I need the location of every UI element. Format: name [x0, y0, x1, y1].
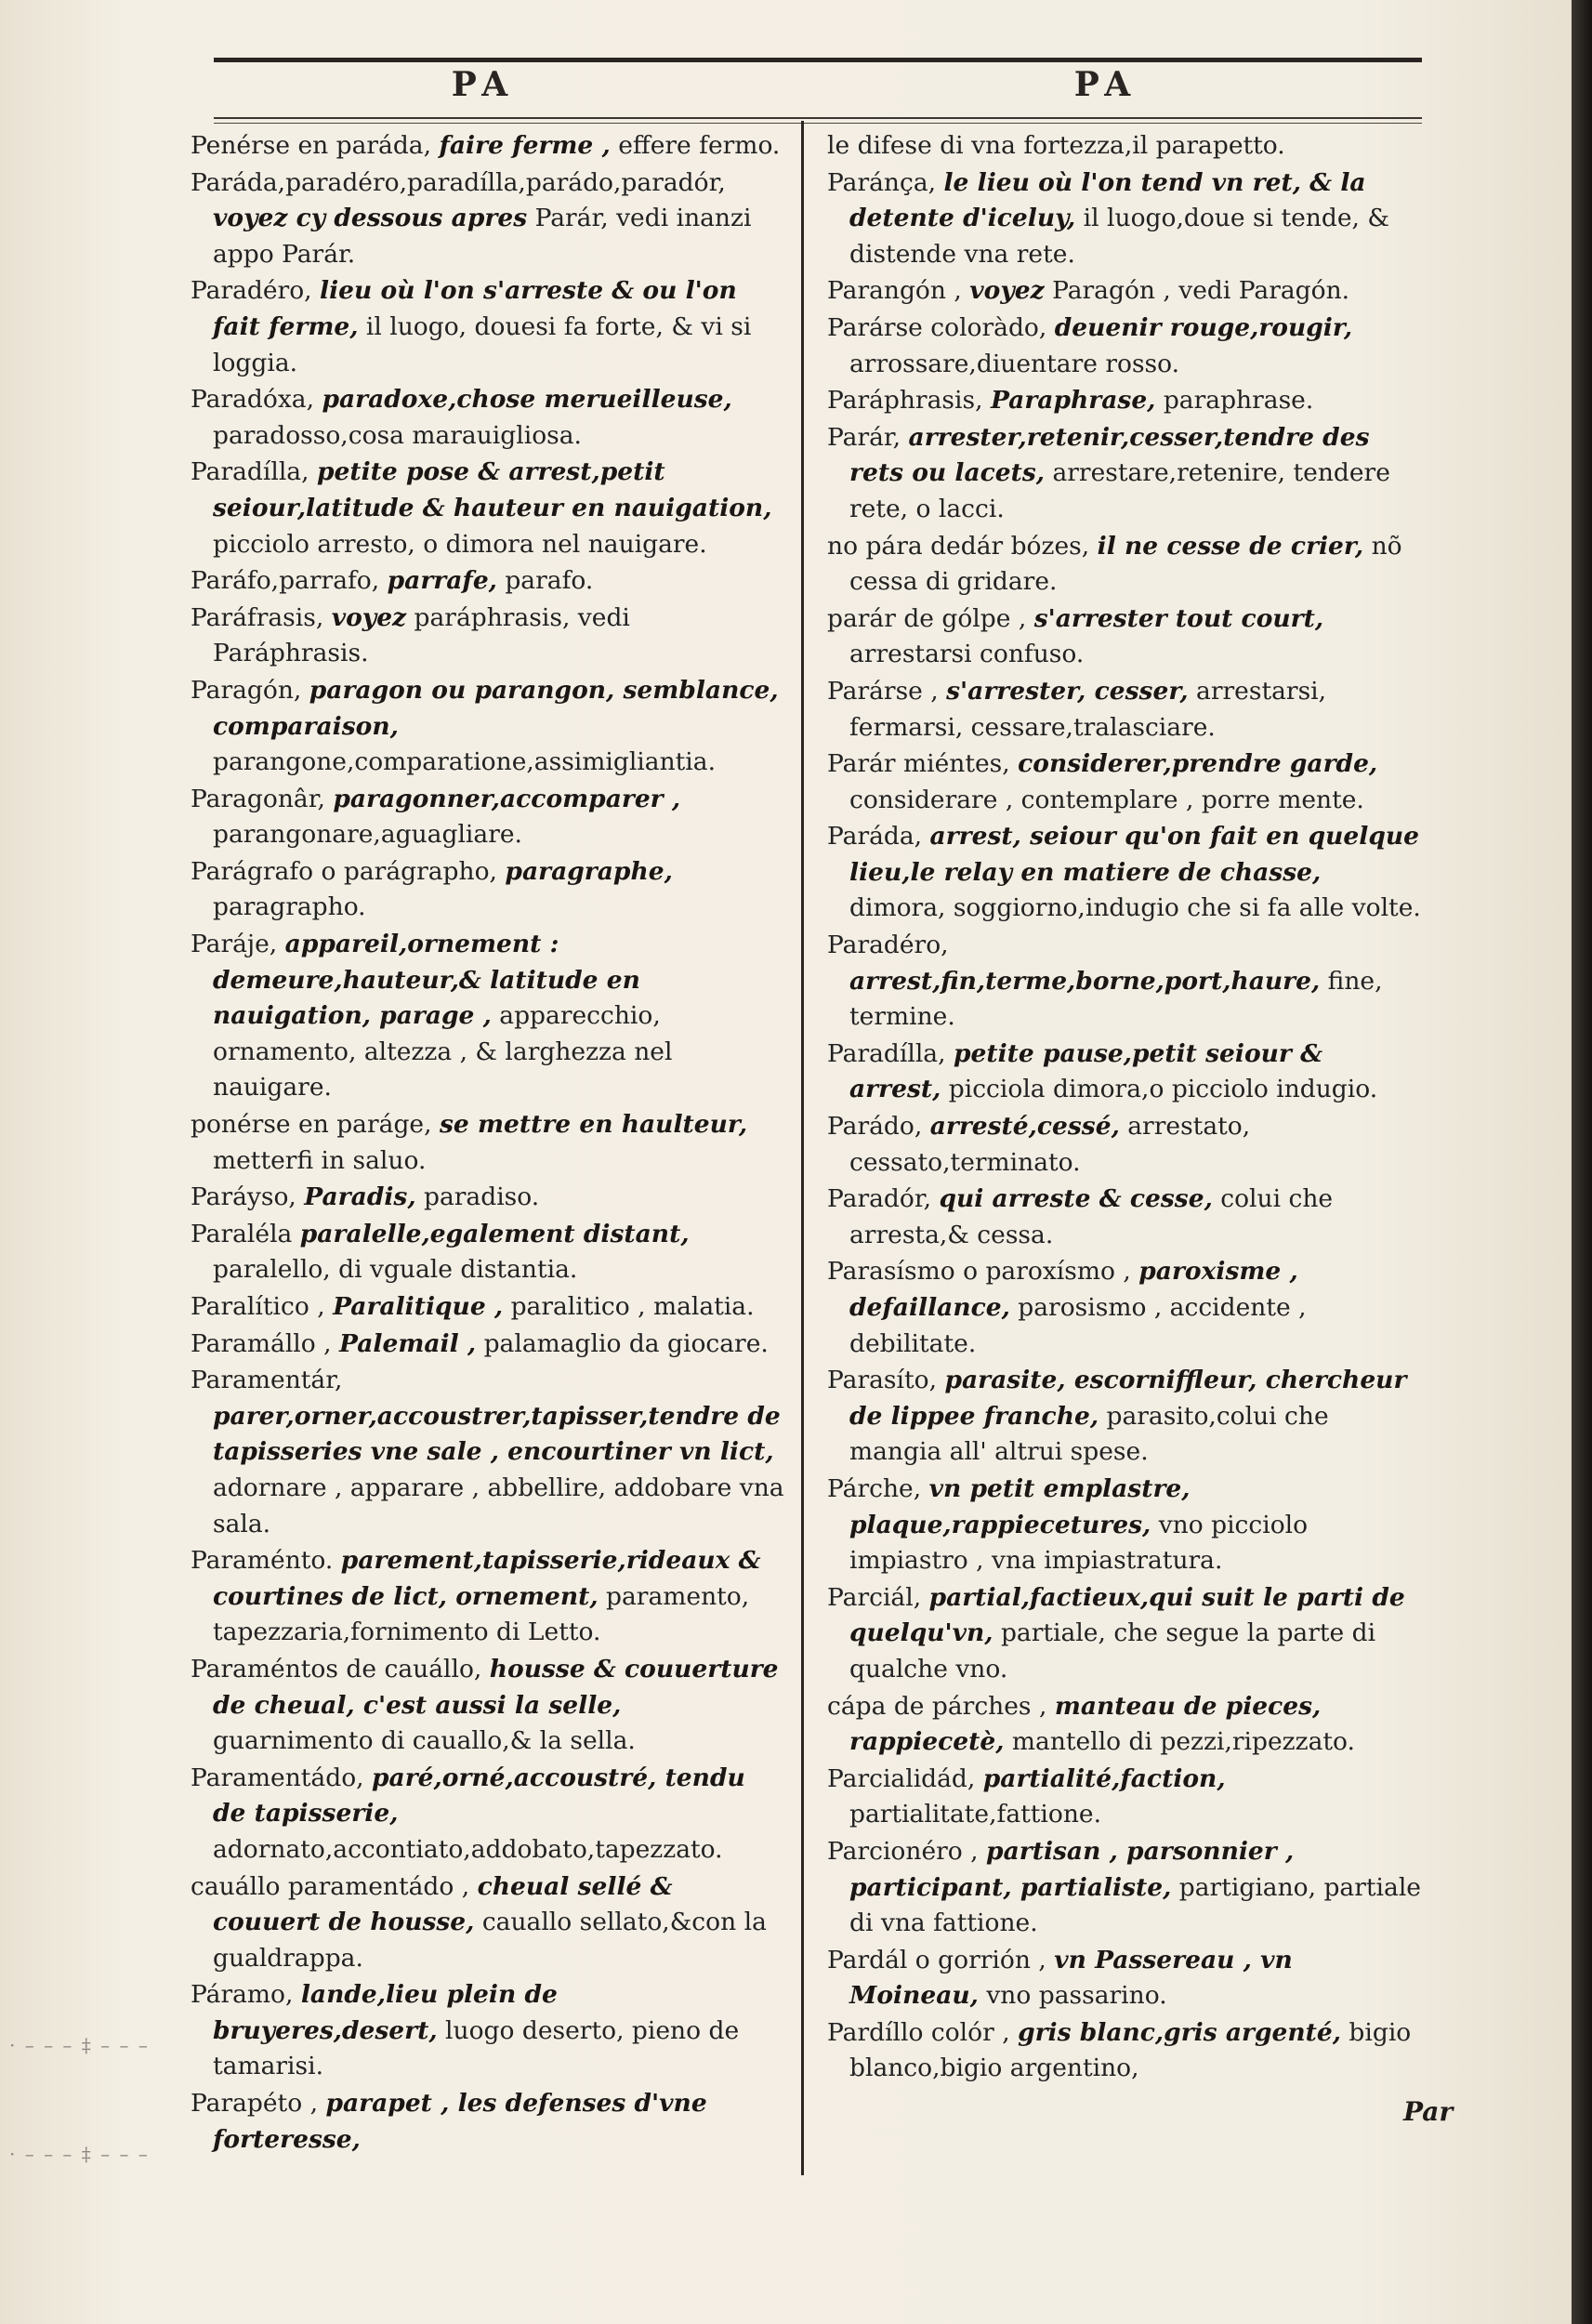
gloss-italian: parafo.: [505, 566, 594, 596]
gloss-italian: nõ cessa di gridare.: [849, 531, 1402, 597]
gloss-italian: Parár, vedi inanzi appo Parár.: [213, 204, 752, 269]
headword-spanish: Paradór,: [827, 1184, 932, 1214]
gloss-french: voyez cy dessous apres: [213, 204, 528, 233]
headword-spanish: Parcionéro ,: [827, 1836, 979, 1866]
gloss-french: paragonner,accomparer ,: [333, 784, 681, 813]
page-edge-shadow: [1572, 0, 1592, 2324]
headword-spanish: Paraléla: [191, 1219, 293, 1248]
dictionary-entry: [191, 382, 785, 454]
gloss-french: gris blanc,gris argenté,: [1018, 2017, 1341, 2047]
gloss-italian: parosismo , accidente , debilitate.: [849, 1293, 1307, 1358]
headword-spanish: Paráphrasis,: [827, 386, 983, 416]
gloss-french: le lieu où l'on tend vn ret, & la detente d'iceluy,: [849, 167, 1366, 233]
gloss-french: deuenir rouge,rougir,: [1054, 312, 1353, 342]
headword-spanish: Parádo,: [827, 1112, 923, 1142]
catchword: Par: [1403, 2096, 1454, 2127]
dictionary-entry: [191, 1107, 785, 1179]
dictionary-entry: [191, 273, 785, 381]
gloss-french: vn petit emplastre, plaque,rappiecetures,: [849, 1473, 1191, 1539]
headword-spanish: Penérse en paráda,: [191, 131, 432, 160]
gloss-italian: paraphrase.: [1163, 386, 1314, 416]
headword-spanish: Paramentár,: [191, 1366, 343, 1395]
right-column: [827, 128, 1422, 2088]
gloss-italian: colui che arresta,& cessa.: [849, 1184, 1334, 1249]
dictionary-entry: [827, 746, 1422, 818]
gloss-italian: bigio blanco,bigio argentino,: [849, 2017, 1412, 2083]
gloss-italian: vno picciolo impiastro , vna impiastratura.: [849, 1510, 1309, 1576]
dictionary-entry: [827, 1689, 1422, 1761]
dictionary-entry: [191, 782, 785, 853]
gloss-french: parement,tapisserie,rideaux & courtines de lict, ornement,: [213, 1546, 761, 1611]
gloss-italian: arrestare,retenire, tendere rete, o lacci.: [849, 458, 1390, 523]
gloss-french: partisan , parsonnier , participant, partialiste,: [849, 1836, 1295, 1902]
gloss-italian: metterfi in saluo.: [213, 1145, 427, 1175]
dictionary-entry: [191, 1289, 785, 1326]
headword-spanish: Paraménto.: [191, 1546, 334, 1576]
headword-spanish: Paramentádo,: [191, 1763, 364, 1792]
headword-spanish: Pardíllo colór ,: [827, 2017, 1010, 2047]
headword-spanish: no pára dedár bózes,: [827, 531, 1090, 561]
headword-spanish: Paramállo ,: [191, 1328, 332, 1358]
gloss-french: petite pose & arrest,petit seiour,latitude & hauteur en nauigation,: [213, 457, 772, 522]
gloss-french: Paraphrase,: [990, 386, 1156, 416]
gloss-french: partial,factieux,qui suit le parti de quelqu'vn,: [849, 1582, 1405, 1648]
header-rule-thin: [214, 123, 1422, 124]
gloss-italian: il luogo, douesi fa forte, & vi si loggia.: [213, 311, 752, 377]
dictionary-entry: [191, 1977, 785, 2085]
headword-spanish: parár de gólpe ,: [827, 603, 1027, 633]
headword-spanish: Parár miéntes,: [827, 749, 1010, 779]
gloss-italian: paramento, tapezzaria,fornimento di Letto.: [213, 1581, 750, 1647]
gloss-french: faire ferme ,: [439, 131, 611, 160]
dictionary-entry: [827, 165, 1422, 273]
gloss-french: Palemail ,: [339, 1328, 477, 1358]
headword-spanish: Parapéto ,: [191, 2089, 319, 2119]
headword-spanish: Paráfrasis,: [191, 602, 324, 632]
headword-spanish: Paragón,: [191, 675, 302, 705]
dictionary-entry: [827, 819, 1422, 927]
gloss-italian: partigiano, partiale di vna fattione.: [849, 1872, 1421, 1938]
gloss-italian: Paragón , vedi Paragón.: [1052, 276, 1350, 306]
running-head-left: PA: [451, 65, 516, 104]
headword-spanish: Paragonâr,: [191, 784, 325, 813]
column-divider: [801, 121, 804, 2175]
dictionary-entry: [827, 1182, 1422, 1253]
headword-spanish: Pardál o gorrión ,: [827, 1945, 1046, 1974]
dictionary-entry: [191, 1180, 785, 1216]
headword-spanish: Paradéro,: [827, 931, 949, 960]
gloss-italian: paradiso.: [424, 1182, 540, 1212]
gloss-italian: il luogo,doue si tende, & distende vna rete.: [849, 204, 1389, 269]
gloss-french: voyez: [331, 602, 407, 632]
dictionary-entry: [191, 455, 785, 562]
dictionary-entry: [191, 1363, 785, 1542]
gloss-french: arrester,retenir,cesser,tendre des rets ou lacets,: [849, 422, 1370, 488]
gloss-italian: paradosso,cosa marauigliosa.: [213, 420, 582, 450]
headword-spanish: Paráfo,parrafo,: [191, 566, 380, 596]
gloss-italian: le difese di vna fortezza,il parapetto.: [827, 131, 1285, 160]
dictionary-entry: [191, 854, 785, 926]
headword-spanish: cauállo paramentádo ,: [191, 1871, 470, 1901]
gloss-italian: cauallo sellato,&con la gualdrappa.: [213, 1908, 767, 1973]
gloss-french: partialité,faction,: [982, 1763, 1226, 1793]
gloss-french: se mettre en haulteur,: [439, 1110, 748, 1140]
dictionary-entry: [191, 1869, 785, 1977]
headword-spanish: Parciál,: [827, 1582, 922, 1612]
headword-spanish: cápa de párches ,: [827, 1691, 1047, 1721]
dictionary-entry: [827, 1943, 1422, 2014]
dictionary-entry: [191, 1543, 785, 1651]
dictionary-entry: [827, 529, 1422, 601]
dictionary-entry: [191, 563, 785, 600]
left-column: [191, 128, 785, 2159]
headword-spanish: Paráda,: [827, 822, 923, 852]
headword-spanish: Paradéro,: [191, 276, 312, 306]
gloss-french: paroxisme , defaillance,: [849, 1257, 1298, 1322]
dictionary-entry: [827, 1109, 1422, 1181]
dictionary-entry: [827, 1363, 1422, 1471]
gloss-french: Paralitique ,: [333, 1292, 504, 1321]
dictionary-entry: [191, 1327, 785, 1363]
gloss-italian: arrestato, cessato,terminato.: [849, 1112, 1251, 1177]
headword-spanish: Paráyso,: [191, 1182, 296, 1212]
gloss-french: paragon ou parangon, semblance, comparaison,: [213, 675, 779, 741]
gloss-french: vn Passereau , vn Moineau,: [849, 1945, 1293, 2011]
dictionary-entry: [191, 165, 785, 273]
gloss-french: qui arreste & cesse,: [939, 1184, 1213, 1214]
gloss-italian: palamaglio da giocare.: [483, 1328, 769, 1358]
dictionary-entry: [827, 1472, 1422, 1579]
dictionary-entry: [827, 1834, 1422, 1942]
gloss-italian: parangone,comparatione,assimigliantia.: [213, 747, 716, 777]
gloss-french: petite pause,petit seiour & arrest,: [849, 1038, 1323, 1104]
dictionary-entry: [191, 1652, 785, 1760]
headword-spanish: Paráda,paradéro,paradílla,parádo,paradór,: [191, 167, 726, 197]
dictionary-entry: [827, 273, 1422, 310]
gloss-italian: arrestarsi confuso.: [849, 640, 1085, 669]
margin-marks: · – – – ‡ – – –: [9, 2143, 150, 2165]
gloss-italian: parasito,colui che mangia all' altrui spese.: [849, 1401, 1329, 1467]
gloss-italian: picciolo arresto, o dimora nel nauigare.: [213, 529, 707, 559]
headword-spanish: Parárse ,: [827, 676, 939, 706]
gloss-italian: mantello di pezzi,ripezzato.: [1011, 1727, 1355, 1757]
gloss-french: paralelle,egalement distant,: [299, 1219, 690, 1248]
gloss-italian: paralitico , malatia.: [510, 1292, 755, 1321]
dictionary-entry: [191, 601, 785, 672]
gloss-italian: arrestarsi, fermarsi, cessare,tralasciare.: [849, 676, 1327, 742]
gloss-italian: partialitate,fattione.: [849, 1800, 1102, 1829]
headword-spanish: Paraméntos de cauállo,: [191, 1654, 482, 1684]
gloss-french: parer,orner,accoustrer,tapisser,tendre de tapisseries vne sale , encourtiner vn lict,: [213, 1401, 781, 1467]
margin-marks: · – – – ‡ – – –: [9, 2034, 150, 2056]
headword-spanish: Párche,: [827, 1473, 922, 1503]
dictionary-entry: [191, 1217, 785, 1288]
gloss-french: s'arrester, cesser,: [946, 676, 1189, 706]
gloss-french: lieu où l'on s'arreste & ou l'on fait ferme,: [213, 276, 737, 341]
gloss-french: lande,lieu plein de bruyeres,desert,: [213, 1980, 558, 2045]
gloss-french: arrest, seiour qu'on fait en quelque lieu,le relay en matiere de chasse,: [849, 822, 1419, 887]
gloss-italian: paragrapho.: [213, 892, 366, 922]
gloss-french: il ne cesse de crier,: [1097, 531, 1364, 561]
gloss-french: considerer,prendre garde,: [1018, 749, 1378, 779]
dictionary-entry: [191, 927, 785, 1106]
gloss-french: housse & couuerture de cheual, c'est aussi la selle,: [213, 1654, 779, 1720]
gloss-french: manteau de pieces, rappiecetè,: [849, 1691, 1322, 1757]
headword-spanish: Parangón ,: [827, 276, 962, 306]
dictionary-entry: [827, 383, 1422, 419]
headword-spanish: Parcialidád,: [827, 1763, 976, 1793]
gloss-italian: considerare , contemplare , porre mente.: [849, 785, 1364, 814]
gloss-french: parrafe,: [387, 566, 497, 596]
gloss-french: paré,orné,accoustré, tendu de tapisserie,: [213, 1763, 745, 1829]
gloss-french: paragraphe,: [505, 856, 673, 886]
dictionary-entry: [827, 928, 1422, 1036]
dictionary-entry: [827, 674, 1422, 746]
headword-spanish: Paralítico ,: [191, 1292, 325, 1321]
dictionary-entry: [191, 673, 785, 781]
gloss-french: parapet , les defenses d'vne forteresse,: [213, 2089, 707, 2154]
headword-spanish: Paráje,: [191, 930, 278, 959]
gloss-italian: apparecchio, ornamento, altezza , & larghezza nel nauigare.: [213, 1001, 673, 1103]
headword-spanish: Paránça,: [827, 167, 937, 197]
headword-spanish: ponérse en paráge,: [191, 1110, 432, 1140]
gloss-french: s'arrester tout court,: [1033, 603, 1324, 633]
headword-spanish: Páramo,: [191, 1980, 294, 2010]
headword-spanish: Parár,: [827, 422, 901, 452]
dictionary-entry: [191, 128, 785, 165]
gloss-italian: vno passarino.: [986, 1981, 1167, 2011]
dictionary-entry: [827, 310, 1422, 382]
gloss-italian: dimora, soggiorno,indugio che si fa alle volte.: [849, 893, 1421, 923]
gloss-french: appareil,ornement : demeure,hauteur,& latitude en nauigation, parage ,: [213, 930, 640, 1031]
dictionary-entry: [827, 1580, 1422, 1688]
headword-spanish: Paradílla,: [191, 457, 309, 487]
dictionary-entry: [827, 2015, 1422, 2087]
gloss-italian: paralello, di vguale distantia.: [213, 1255, 578, 1285]
gloss-italian: guarnimento di cauallo,& la sella.: [213, 1726, 636, 1756]
gloss-italian: arrossare,diuentare rosso.: [849, 349, 1180, 378]
dictionary-entry: [827, 1762, 1422, 1833]
headword-spanish: Parágrafo o parágrapho,: [191, 856, 497, 886]
gloss-italian: parangonare,aguagliare.: [213, 820, 522, 850]
gloss-italian: adornato,accontiato,addobato,tapezzato.: [213, 1834, 723, 1864]
gloss-italian: luogo deserto, pieno de tamarisi.: [213, 2015, 740, 2081]
gloss-italian: effere fermo.: [618, 131, 781, 160]
gloss-french: cheual sellé & couuert de housse,: [213, 1871, 673, 1937]
gloss-italian: adornare , apparare , abbellire, addobare vna sala.: [213, 1472, 784, 1538]
top-rule: [214, 58, 1422, 62]
gloss-french: arrest,fin,terme,borne,port,haure,: [849, 966, 1321, 996]
gloss-italian: partiale, che segue la parte di qualche vno.: [849, 1618, 1376, 1684]
gloss-french: arresté,cessé,: [929, 1112, 1120, 1142]
gloss-french: parasite, escorniffleur, chercheur de lippee franche,: [849, 1366, 1407, 1431]
dictionary-entry: [827, 420, 1422, 528]
headword-spanish: Paradóxa,: [191, 385, 314, 415]
dictionary-entry: [191, 1761, 785, 1868]
gloss-italian: paráphrasis, vedi Paráphrasis.: [213, 602, 630, 668]
headword-spanish: Parasíto,: [827, 1366, 938, 1395]
running-head-right: PA: [1073, 65, 1138, 104]
gloss-french: paradoxe,chose merueilleuse,: [322, 385, 732, 415]
dictionary-entry: [827, 128, 1422, 165]
gloss-french: voyez: [969, 276, 1045, 306]
dictionary-entry: [827, 1254, 1422, 1362]
headword-spanish: Paradílla,: [827, 1038, 946, 1068]
dictionary-entry: [827, 601, 1422, 673]
header-rule: [214, 117, 1422, 119]
gloss-italian: picciola dimora,o picciolo indugio.: [948, 1075, 1378, 1104]
headword-spanish: Parasísmo o paroxísmo ,: [827, 1257, 1131, 1287]
headword-spanish: Parárse coloràdo,: [827, 312, 1047, 342]
gloss-french: Paradis,: [304, 1182, 416, 1212]
dictionary-entry: [191, 2086, 785, 2158]
dictionary-entry: [827, 1037, 1422, 1108]
gloss-italian: fine, termine.: [849, 966, 1383, 1032]
